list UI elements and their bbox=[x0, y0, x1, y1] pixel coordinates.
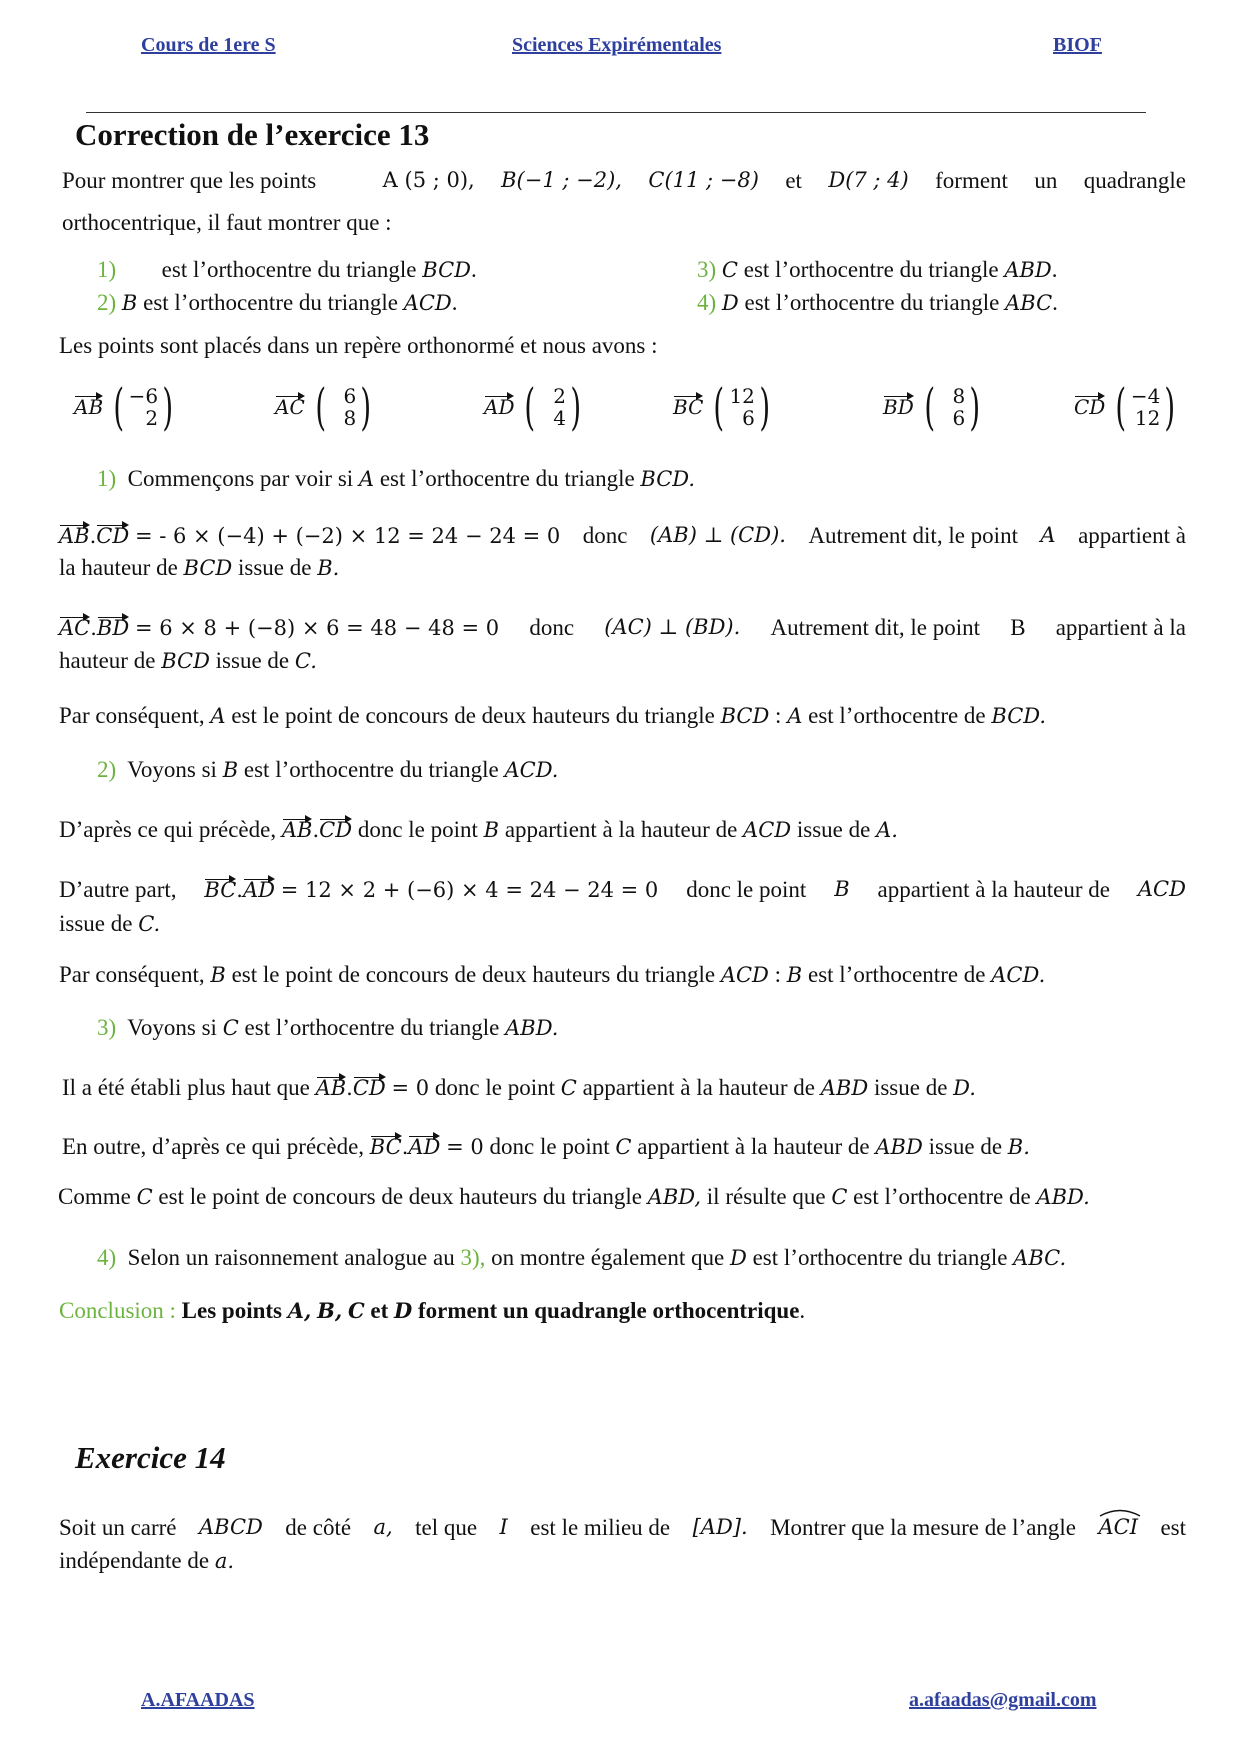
text: est bbox=[1160, 1515, 1186, 1540]
text: D’après ce qui précède, bbox=[59, 817, 277, 842]
intro-et: et bbox=[785, 168, 802, 193]
triangle: ACD. bbox=[991, 963, 1046, 987]
text: Comme bbox=[58, 1184, 131, 1209]
s1-point: A bbox=[1040, 523, 1056, 547]
dot-product-equation: = 6 × 8 + (−8) × 6 = 48 − 48 = 0 bbox=[134, 616, 500, 640]
s1-autrement: Autrement dit, le point bbox=[808, 523, 1018, 548]
condition-triangle: ABD bbox=[1004, 258, 1052, 282]
vector-bc-name: BC bbox=[673, 395, 704, 419]
text: Par conséquent, bbox=[59, 962, 205, 987]
vec-ac: AC bbox=[59, 616, 91, 640]
dot-product-equation: = - 6 × (−4) + (−2) × 12 = 24 − 24 = 0 bbox=[134, 524, 561, 548]
s1-text: hauteur de bbox=[59, 648, 156, 673]
exercise-14-title: Exercice 14 bbox=[75, 1440, 226, 1475]
condition-number: 4) bbox=[697, 290, 717, 315]
text: En outre, d’après ce qui précède, bbox=[62, 1134, 365, 1159]
point: A. bbox=[876, 818, 898, 842]
text: il résulte que bbox=[706, 1184, 826, 1209]
vec-ab: AB bbox=[281, 818, 313, 842]
angle-label: ACI bbox=[1098, 1515, 1138, 1539]
text: issue de bbox=[59, 911, 133, 936]
side-length: a, bbox=[373, 1515, 393, 1539]
header-biof-link[interactable]: BIOF bbox=[1053, 34, 1102, 56]
text: indépendante de bbox=[59, 1548, 210, 1573]
vector-ad-y: 4 bbox=[553, 406, 566, 430]
text: donc le point bbox=[489, 1134, 610, 1159]
text: Il a été établi plus haut que bbox=[62, 1075, 310, 1100]
angle-hat-icon bbox=[1098, 1507, 1142, 1517]
condition-end: . bbox=[1051, 257, 1058, 282]
header-rule bbox=[86, 112, 1146, 113]
condition-text: est l’orthocentre du triangle bbox=[161, 257, 417, 282]
square-name: ABCD bbox=[198, 1515, 263, 1539]
text: Par conséquent, bbox=[59, 703, 205, 728]
angle-aci bbox=[1098, 1515, 1138, 1541]
point: D bbox=[394, 1298, 413, 1323]
section-text: Voyons si bbox=[127, 757, 217, 782]
dot-product-equation: = 12 × 2 + (−6) × 4 = 24 − 24 = 0 bbox=[280, 878, 659, 902]
vector-ad-x: 2 bbox=[553, 384, 566, 408]
vec-bd: BD bbox=[96, 616, 130, 640]
triangle: ABC. bbox=[1013, 1246, 1067, 1270]
vec-bc: BC bbox=[369, 1135, 402, 1159]
point: D bbox=[730, 1246, 747, 1270]
page-header bbox=[0, 34, 1240, 64]
text: appartient à la hauteur de bbox=[877, 877, 1110, 902]
text: Selon un raisonnement analogue au bbox=[127, 1245, 455, 1270]
s1-point: C. bbox=[294, 649, 317, 673]
intro-point-c: C(11 ; −8) bbox=[648, 168, 759, 192]
right-paren: ) bbox=[570, 378, 582, 436]
equation: = 0 bbox=[391, 1076, 430, 1100]
text: Montrer que la mesure de l’angle bbox=[770, 1515, 1077, 1540]
s1-text: la hauteur de bbox=[59, 555, 178, 580]
s3-para-1: Il a été établi plus haut que AB.CD = 0 donc le point C appartient à la hauteur de ABD issue de D. bbox=[62, 1075, 976, 1100]
vector-bd-coords bbox=[939, 385, 965, 429]
intro-line-2: orthocentrique, il faut montrer que : bbox=[62, 210, 392, 235]
s1-point: B bbox=[1010, 615, 1026, 640]
s1-para-1-line-2 bbox=[59, 555, 339, 581]
text: de côté bbox=[285, 1515, 352, 1540]
vector-ac-y: 8 bbox=[343, 406, 357, 430]
ex14-line-1 bbox=[59, 1515, 1186, 1541]
section-point: B bbox=[222, 758, 239, 782]
text: est l’orthocentre de bbox=[807, 962, 986, 987]
s1-donc: donc bbox=[529, 615, 575, 640]
point: C bbox=[831, 1185, 848, 1209]
s2-para-2-line-1: D’autre part, BC.AD = 12 × 2 + (−6) × 4 = 24 − 24 = 0 donc le point B appartient à la hauteur de ACD bbox=[59, 877, 1186, 902]
header-course-link[interactable]: Cours de 1ere S bbox=[141, 34, 276, 56]
text: est le point de concours de deux hauteurs du triangle bbox=[231, 703, 715, 728]
condition-triangle: BCD bbox=[422, 258, 471, 282]
point: B bbox=[210, 963, 226, 987]
vector-ab bbox=[74, 378, 178, 436]
condition-end: . bbox=[470, 257, 477, 282]
s2-para-1: D’après ce qui précède, AB.CD donc le point B appartient à la hauteur de ACD issue de A. bbox=[59, 817, 898, 842]
right-paren: ) bbox=[1164, 378, 1176, 436]
s1-para-1-line-1: AB.CD = - 6 × (−4) + (−2) × 12 = 24 − 24 = 0 donc (AB) ⊥ (CD). Autrement dit, le point A appartient à bbox=[59, 523, 1186, 548]
left-paren: ( bbox=[113, 378, 125, 436]
condition-triangle: ACD bbox=[403, 291, 452, 315]
point: C bbox=[560, 1076, 577, 1100]
condition-number: 2) bbox=[97, 290, 117, 315]
section-text-2: est l’orthocentre du triangle bbox=[243, 757, 499, 782]
triangle: ABD bbox=[875, 1135, 923, 1159]
text: issue de bbox=[796, 817, 871, 842]
period: . bbox=[799, 1298, 806, 1323]
left-paren: ( bbox=[713, 378, 725, 436]
vec-ab: AB bbox=[315, 1076, 347, 1100]
section-reference: 3), bbox=[460, 1245, 486, 1270]
section-triangle: ABD. bbox=[505, 1016, 559, 1040]
s1-text-2: issue de bbox=[238, 555, 312, 580]
right-paren: ) bbox=[162, 378, 174, 436]
text: forment un quadrangle orthocentrique bbox=[418, 1298, 800, 1323]
vector-ab-x: −6 bbox=[128, 384, 159, 408]
point: A bbox=[787, 704, 803, 728]
condition-text: est l’orthocentre du triangle bbox=[744, 290, 1000, 315]
vec-ab: AB bbox=[59, 524, 90, 548]
triangle: ABD. bbox=[1036, 1185, 1090, 1209]
text: issue de bbox=[928, 1134, 1003, 1159]
text: donc le point bbox=[434, 1075, 555, 1100]
condition-item-4 bbox=[697, 290, 1058, 316]
s1-conclusion bbox=[59, 703, 1046, 729]
text: issue de bbox=[873, 1075, 948, 1100]
vector-ab-y: 2 bbox=[145, 406, 159, 430]
vector-cd-x: −4 bbox=[1130, 384, 1161, 408]
condition-end: . bbox=[451, 290, 458, 315]
point: C bbox=[347, 1298, 365, 1323]
text: donc le point bbox=[357, 817, 478, 842]
s3-para-3 bbox=[58, 1184, 1090, 1210]
section-point: C bbox=[222, 1016, 239, 1040]
s1-para-2-line-2 bbox=[59, 648, 317, 674]
triangle: ACD bbox=[1137, 877, 1186, 901]
s1-para-2-line-1: AC.BD = 6 × 8 + (−8) × 6 = 48 − 48 = 0 donc (AC) ⊥ (BD). Autrement dit, le point B appartient à la bbox=[59, 615, 1186, 640]
condition-end: . bbox=[1052, 290, 1058, 315]
vec-bc: BC bbox=[204, 878, 237, 902]
vec-cd: CD bbox=[352, 1076, 386, 1100]
text: est l’orthocentre de bbox=[808, 703, 986, 728]
text: Soit un carré bbox=[59, 1515, 177, 1540]
section-text-2: est l’orthocentre du triangle bbox=[244, 1015, 500, 1040]
condition-point: D bbox=[721, 291, 739, 315]
point: B bbox=[483, 818, 500, 842]
vector-bd-name: BD bbox=[883, 395, 914, 419]
condition-item-1 bbox=[97, 257, 477, 283]
intro-text: Pour montrer que les points bbox=[62, 168, 317, 193]
point: B bbox=[834, 877, 850, 901]
point: D. bbox=[953, 1076, 976, 1100]
point: C bbox=[136, 1185, 153, 1209]
section-number: 1) bbox=[97, 466, 117, 491]
vector-cd-name: CD bbox=[1074, 395, 1106, 419]
triangle: ABD bbox=[820, 1076, 869, 1100]
section-number: 3) bbox=[97, 1015, 117, 1040]
triangle: ACD bbox=[720, 963, 769, 987]
section-1-heading bbox=[97, 466, 695, 492]
vector-bc bbox=[673, 378, 774, 436]
intro-quadrangle: quadrangle bbox=[1083, 168, 1186, 193]
perpendicular-statement: (AB) ⊥ (CD). bbox=[649, 523, 786, 547]
segment: [AD]. bbox=[692, 1515, 748, 1539]
s2-conclusion bbox=[59, 962, 1045, 988]
condition-point: C bbox=[721, 258, 738, 282]
condition-text: est l’orthocentre du triangle bbox=[143, 290, 398, 315]
colon: : bbox=[775, 703, 782, 728]
vector-bd-y: 6 bbox=[952, 406, 966, 430]
vector-ad bbox=[484, 378, 586, 436]
text: appartient à la hauteur de bbox=[582, 1075, 816, 1100]
vector-cd-coords bbox=[1131, 385, 1160, 429]
vector-ac bbox=[275, 378, 376, 436]
ex14-line-2 bbox=[59, 1548, 234, 1574]
s2-para-2-line-2 bbox=[59, 911, 160, 937]
section-text: Commençons par voir si bbox=[127, 466, 354, 491]
s1-donc: donc bbox=[582, 523, 628, 548]
vector-ab-name: AB bbox=[74, 395, 104, 419]
section-text: Voyons si bbox=[127, 1015, 217, 1040]
vector-ad-coords bbox=[540, 385, 566, 429]
vector-ad-name: AD bbox=[484, 395, 515, 419]
left-paren: ( bbox=[315, 378, 326, 436]
s1-appartient: appartient à bbox=[1078, 523, 1186, 548]
text: Les points bbox=[181, 1298, 283, 1323]
vector-bd-x: 8 bbox=[952, 384, 966, 408]
right-paren: ) bbox=[360, 378, 372, 436]
repere-text: Les points sont placés dans un repère orthonormé et nous avons : bbox=[59, 333, 658, 358]
text: est l’orthocentre du triangle bbox=[752, 1245, 1008, 1270]
text: tel que bbox=[415, 1515, 478, 1540]
vector-cd-y: 12 bbox=[1134, 406, 1161, 430]
text: est le point de concours de deux hauteurs du triangle bbox=[158, 1184, 642, 1209]
footer-email-link[interactable]: a.afaadas@gmail.com bbox=[909, 1689, 1097, 1711]
s1-triangle: BCD bbox=[161, 649, 210, 673]
vector-bc-y: 6 bbox=[742, 406, 755, 430]
condition-item-2 bbox=[97, 290, 458, 316]
s1-point: B. bbox=[317, 556, 340, 580]
vector-bc-x: 12 bbox=[729, 384, 755, 408]
intro-point-b: B(−1 ; −2), bbox=[501, 168, 622, 192]
footer-author-link[interactable]: A.AFAADAS bbox=[141, 1689, 255, 1711]
triangle: ABD, bbox=[647, 1185, 702, 1209]
section-2-heading bbox=[97, 757, 558, 783]
intro-point-a: A (5 ; 0), bbox=[382, 168, 475, 192]
vector-ac-name: AC bbox=[275, 395, 305, 419]
condition-triangle: ABC bbox=[1005, 291, 1053, 315]
text: donc le point bbox=[686, 877, 807, 902]
page-title: Correction de l’exercice 13 bbox=[75, 117, 430, 152]
condition-number: 3) bbox=[697, 257, 717, 282]
vec-ad: AD bbox=[242, 878, 275, 902]
point: C. bbox=[138, 912, 161, 936]
point: A, bbox=[287, 1298, 312, 1323]
intro-un: un bbox=[1034, 168, 1058, 193]
header-subject-link[interactable]: Sciences Expirémentales bbox=[512, 34, 722, 56]
text: appartient à la hauteur de bbox=[637, 1134, 870, 1159]
s3-para-2: En outre, d’après ce qui précède, BC.AD = 0 donc le point C appartient à la hauteur de ABD issue de B. bbox=[62, 1134, 1030, 1159]
vector-bd bbox=[883, 378, 985, 436]
vector-ac-x: 6 bbox=[343, 384, 357, 408]
text: est l’orthocentre de bbox=[853, 1184, 1031, 1209]
left-paren: ( bbox=[524, 378, 536, 436]
point: C bbox=[615, 1135, 632, 1159]
text: on montre également que bbox=[491, 1245, 725, 1270]
section-point: A bbox=[358, 467, 375, 491]
left-paren: ( bbox=[924, 378, 935, 436]
intro-point-d: D(7 ; 4) bbox=[828, 168, 909, 192]
intro-line-1 bbox=[62, 168, 1186, 194]
triangle: ACD bbox=[743, 818, 792, 842]
variable: a. bbox=[214, 1549, 235, 1573]
vec-cd: CD bbox=[96, 524, 130, 548]
vector-ab-coords bbox=[129, 385, 158, 429]
point: I bbox=[499, 1515, 508, 1539]
perpendicular-statement: (AC) ⊥ (BD). bbox=[604, 615, 741, 639]
section-number: 4) bbox=[97, 1245, 117, 1270]
conclusion-label: Conclusion : bbox=[59, 1298, 176, 1323]
section-triangle: BCD. bbox=[640, 467, 696, 491]
condition-number: 1) bbox=[97, 257, 117, 282]
section-number: 2) bbox=[97, 757, 117, 782]
vector-bc-coords bbox=[729, 385, 755, 429]
right-paren: ) bbox=[969, 378, 981, 436]
vec-ad: AD bbox=[408, 1135, 441, 1159]
s1-autrement: Autrement dit, le point bbox=[770, 615, 980, 640]
equation: = 0 bbox=[446, 1135, 484, 1159]
text: appartient à la hauteur de bbox=[504, 817, 738, 842]
text: D’autre part, bbox=[59, 877, 177, 902]
right-paren: ) bbox=[759, 378, 771, 436]
condition-point: B bbox=[121, 291, 138, 315]
triangle: BCD bbox=[720, 704, 770, 728]
section-3-heading bbox=[97, 1015, 558, 1041]
intro-forment: forment bbox=[935, 168, 1008, 193]
s1-text-2: issue de bbox=[215, 648, 290, 673]
point: B. bbox=[1007, 1135, 1030, 1159]
condition-item-3 bbox=[697, 257, 1058, 283]
triangle: BCD. bbox=[991, 704, 1047, 728]
text: est le point de concours de deux hauteurs du triangle bbox=[231, 962, 716, 987]
section-4 bbox=[97, 1245, 1066, 1271]
final-conclusion bbox=[59, 1298, 805, 1324]
text: et bbox=[370, 1298, 389, 1323]
section-text-2: est l’orthocentre du triangle bbox=[379, 466, 635, 491]
colon: : bbox=[774, 962, 782, 987]
vector-ac-coords bbox=[330, 385, 356, 429]
vector-cd bbox=[1074, 378, 1180, 436]
s1-triangle: BCD bbox=[183, 556, 233, 580]
point: B, bbox=[317, 1298, 343, 1323]
s1-appartient: appartient à la bbox=[1055, 615, 1186, 640]
left-paren: ( bbox=[1115, 378, 1127, 436]
text: est le milieu de bbox=[530, 1515, 671, 1540]
vec-cd: CD bbox=[319, 818, 353, 842]
condition-text: est l’orthocentre du triangle bbox=[743, 257, 999, 282]
section-triangle: ACD. bbox=[504, 758, 559, 782]
point: A bbox=[210, 704, 226, 728]
point: B bbox=[786, 963, 803, 987]
